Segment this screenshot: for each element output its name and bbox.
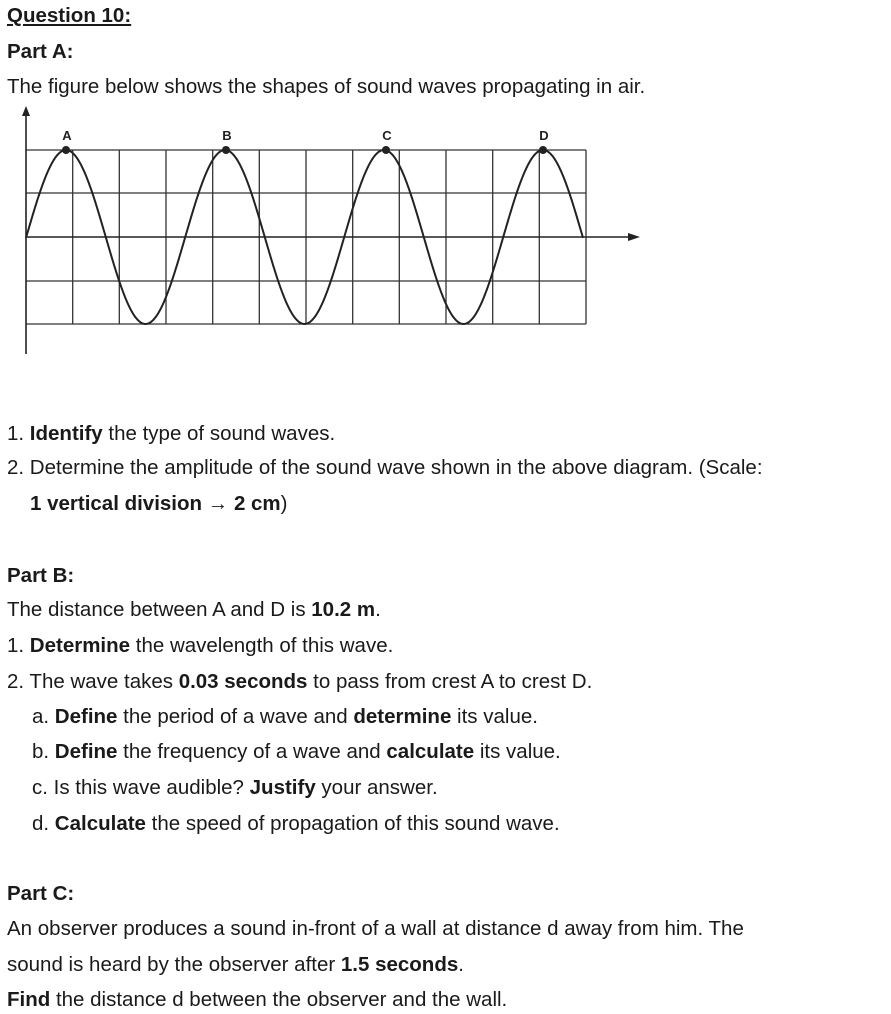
- part-a-heading: Part A:: [7, 40, 74, 63]
- crest-point-d: [539, 146, 547, 154]
- part-c-line-2: sound is heard by the observer after 1.5 seconds.: [7, 953, 464, 976]
- part-a-scale: 1 vertical division → 2 cm): [30, 492, 288, 515]
- crest-point-b: [222, 146, 230, 154]
- part-b-heading: Part B:: [7, 564, 75, 587]
- question-title: Question 10:: [7, 4, 132, 27]
- part-b-question-2: 2. The wave takes 0.03 seconds to pass from crest A to crest D.: [7, 670, 593, 693]
- part-c-line-1: An observer produces a sound in-front of a wall at distance d away from him. The: [7, 917, 744, 940]
- part-b-item-d: d. Calculate the speed of propagation of this sound wave.: [32, 812, 560, 835]
- part-a-question-2: 2. Determine the amplitude of the sound wave shown in the above diagram. (Scale:: [7, 456, 763, 479]
- part-b-item-b: b. Define the frequency of a wave and calculate its value.: [32, 740, 561, 763]
- x-axis-arrow: [628, 233, 640, 241]
- part-c-heading: Part C:: [7, 882, 75, 905]
- part-a-question-1: 1. Identify the type of sound waves.: [7, 422, 336, 445]
- crest-point-a: [62, 146, 70, 154]
- crest-label-a: A: [62, 128, 72, 143]
- crest-label-b: B: [222, 128, 232, 143]
- y-axis-arrow: [22, 106, 30, 116]
- crest-label-c: C: [382, 128, 392, 143]
- wave-figure: [0, 100, 660, 365]
- part-b-item-a: a. Define the period of a wave and determine its value.: [32, 705, 538, 728]
- part-a-intro: The figure below shows the shapes of sound waves propagating in air.: [7, 75, 646, 98]
- part-b-question-1: 1. Determine the wavelength of this wave.: [7, 634, 394, 657]
- part-c-line-3: Find the distance d between the observer and the wall.: [7, 988, 508, 1011]
- part-b-item-c: c. Is this wave audible? Justify your answer.: [32, 776, 438, 799]
- part-b-intro: The distance between A and D is 10.2 m.: [7, 598, 381, 621]
- crest-point-c: [382, 146, 390, 154]
- crest-label-d: D: [539, 128, 549, 143]
